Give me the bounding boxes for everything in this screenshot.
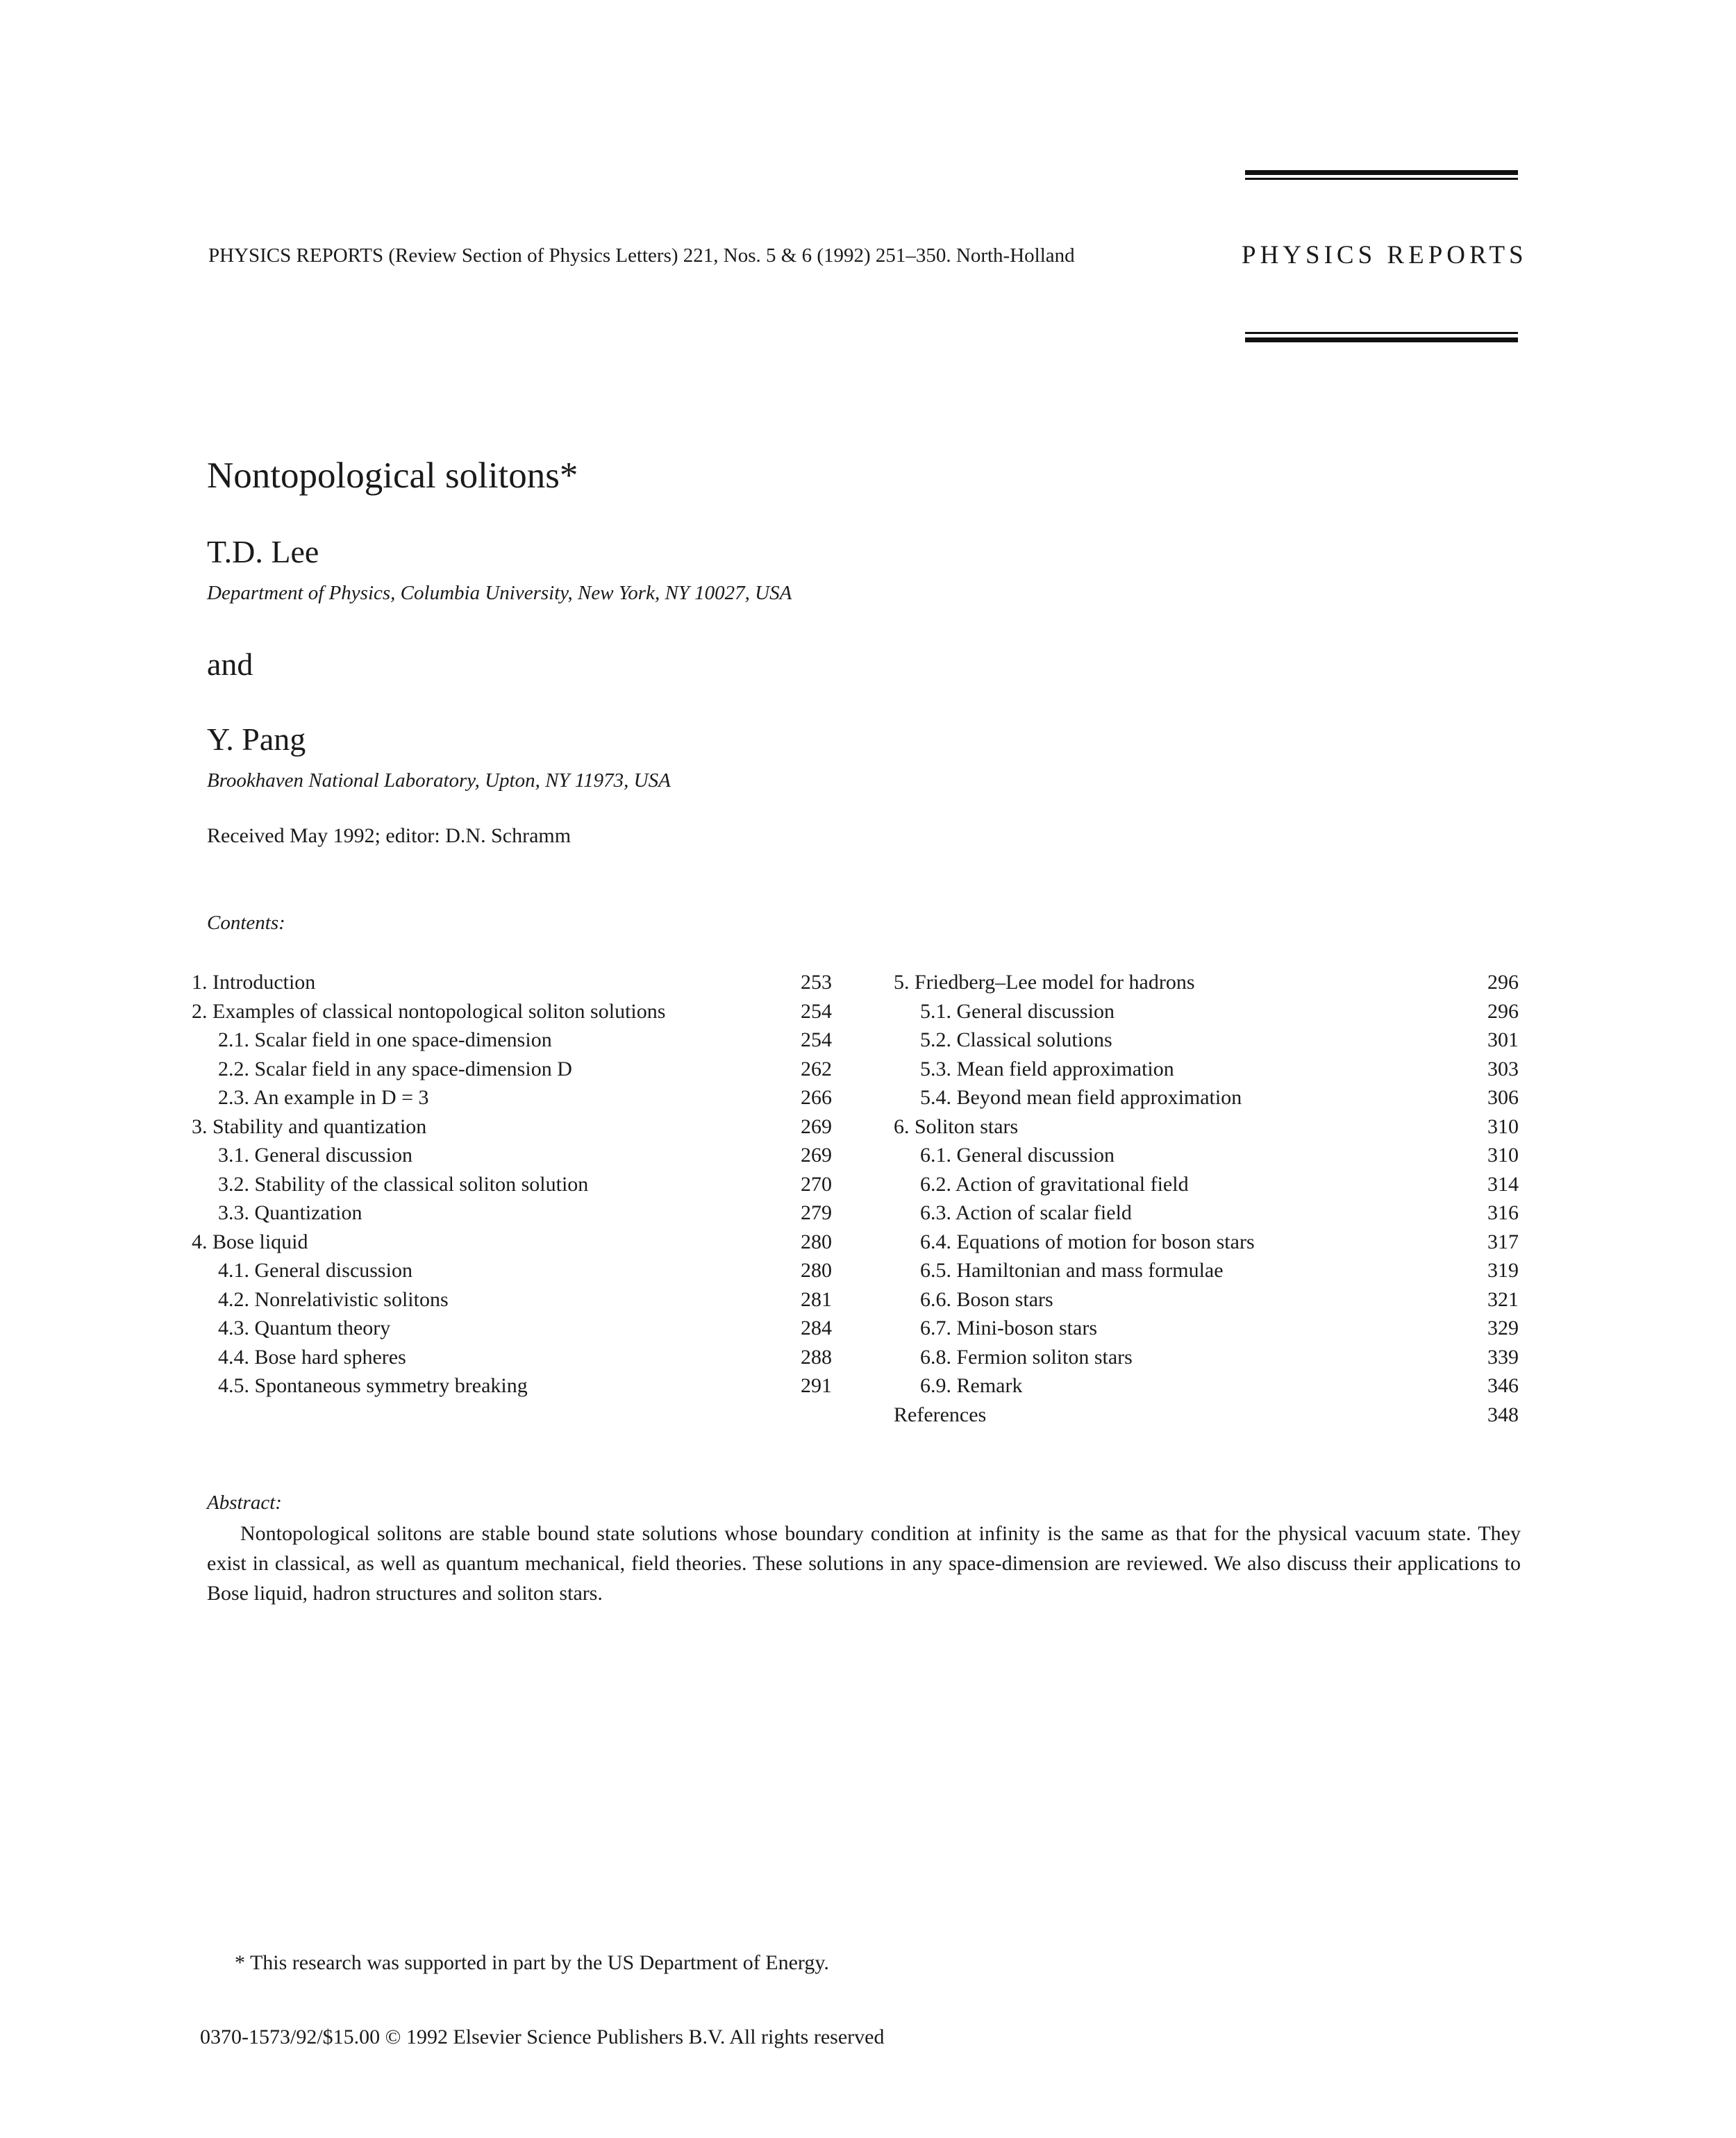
toc-entry-page: 301 — [1487, 1028, 1519, 1051]
toc-entry-label: 5.2. Classical solutions — [920, 1028, 1112, 1051]
toc-entry-page: 339 — [1487, 1345, 1519, 1369]
toc-entry — [894, 1055, 1519, 1084]
toc-entry-label: 4.5. Spontaneous symmetry breaking — [218, 1374, 528, 1397]
toc-entry-label: 6.6. Boson stars — [920, 1287, 1053, 1311]
author-name: Y. Pang — [207, 721, 306, 757]
toc-entry-page: 269 — [801, 1114, 832, 1138]
toc-entry — [894, 997, 1519, 1026]
toc-entry — [894, 968, 1519, 997]
header-rule-bottom-thin — [1245, 332, 1518, 334]
toc-entry-page: 253 — [801, 971, 832, 994]
toc-entry — [894, 1199, 1519, 1228]
header-rule-bottom — [1245, 337, 1518, 342]
toc-entry-page: 296 — [1487, 999, 1519, 1023]
toc-entry-label: 6.2. Action of gravitational field — [920, 1172, 1189, 1196]
toc-entry-page: 303 — [1487, 1057, 1519, 1080]
toc-entry — [894, 1285, 1519, 1314]
toc-entry-page: 317 — [1487, 1230, 1519, 1253]
toc-entry — [192, 1141, 832, 1170]
toc-entry — [894, 1256, 1519, 1285]
toc-entry — [192, 1256, 832, 1285]
author-affiliation: Department of Physics, Columbia University, New York, NY 10027, USA — [207, 582, 792, 604]
toc-entry-label: 5.4. Beyond mean field approximation — [920, 1086, 1242, 1109]
toc-entry-page: 306 — [1487, 1086, 1519, 1109]
toc-entry-page: 254 — [801, 1028, 832, 1051]
toc-entry-label: 3.3. Quantization — [218, 1201, 362, 1224]
toc-entry-label: 5. Friedberg–Lee model for hadrons — [894, 971, 1195, 994]
toc-entry — [192, 1314, 832, 1343]
toc-entry-page: 280 — [801, 1259, 832, 1282]
toc-entry-page: 291 — [801, 1374, 832, 1397]
toc-entry-label: 4.4. Bose hard spheres — [218, 1345, 406, 1369]
toc-entry-page: 310 — [1487, 1114, 1519, 1138]
toc-entry — [894, 1141, 1519, 1170]
toc-entry-page: 269 — [801, 1144, 832, 1167]
toc-entry-label: 4.1. General discussion — [218, 1259, 412, 1282]
received-line: Received May 1992; editor: D.N. Schramm — [207, 824, 571, 847]
toc-entry — [894, 1026, 1519, 1055]
paper-title: Nontopological solitons* — [207, 456, 578, 496]
toc-entry-page: 296 — [1487, 971, 1519, 994]
toc-entry-label: 6.1. General discussion — [920, 1144, 1115, 1167]
toc-entry-label: 4.3. Quantum theory — [218, 1317, 391, 1339]
toc-entry-page: 346 — [1487, 1374, 1519, 1397]
toc-entry-page: 270 — [801, 1172, 832, 1196]
toc-entry — [192, 1026, 832, 1055]
toc-entry-page: 310 — [1487, 1144, 1519, 1167]
toc-entry — [192, 968, 832, 997]
toc-entry-label: 6.5. Hamiltonian and mass formulae — [920, 1259, 1224, 1282]
abstract-label: Abstract: — [207, 1492, 282, 1514]
author-conjunction: and — [207, 646, 253, 682]
toc-entry-page: 280 — [801, 1230, 832, 1253]
author-name: T.D. Lee — [207, 534, 319, 569]
toc-entry-page: 266 — [801, 1086, 832, 1109]
toc-entry-page: 316 — [1487, 1201, 1519, 1224]
toc-entry-label: 5.1. General discussion — [920, 999, 1115, 1023]
toc-entry — [192, 1343, 832, 1372]
toc-entry — [192, 1285, 832, 1314]
toc-entry-label: 6.8. Fermion soliton stars — [920, 1345, 1133, 1369]
contents-label: Contents: — [207, 912, 285, 934]
toc-entry — [894, 1401, 1519, 1430]
toc-entry — [192, 1083, 832, 1112]
toc-entry-label: 4. Bose liquid — [192, 1230, 308, 1253]
toc-entry — [894, 1343, 1519, 1372]
toc-entry — [894, 1371, 1519, 1401]
toc-left-column — [192, 968, 832, 1401]
toc-entry — [894, 1314, 1519, 1343]
toc-entry-page: 314 — [1487, 1172, 1519, 1196]
author-affiliation: Brookhaven National Laboratory, Upton, NY 11973, USA — [207, 769, 671, 792]
toc-entry-page: 281 — [801, 1287, 832, 1311]
toc-entry-page: 279 — [801, 1201, 832, 1224]
toc-entry — [192, 1228, 832, 1257]
toc-entry-page: 348 — [1487, 1403, 1519, 1426]
toc-entry — [192, 997, 832, 1026]
toc-entry-label: 6.9. Remark — [920, 1374, 1023, 1397]
toc-entry — [894, 1170, 1519, 1199]
toc-entry — [192, 1199, 832, 1228]
toc-entry-label: 3.2. Stability of the classical soliton solution — [218, 1172, 589, 1196]
toc-entry-label: 2.3. An example in D = 3 — [218, 1086, 429, 1109]
toc-entry-label: 6. Soliton stars — [894, 1114, 1019, 1138]
toc-entry-label: 1. Introduction — [192, 971, 316, 994]
toc-entry — [192, 1055, 832, 1084]
toc-entry-label: 2. Examples of classical nontopological soliton solutions — [192, 999, 666, 1023]
abstract-text: Nontopological solitons are stable bound state solutions whose boundary condition at infinity is the same as that for the physical vacuum state. They exist in classical, as well as quantum mechanical, field theories. These solutions in any space-dimension are reviewed. We also discuss their applications to Bose liquid, hadron structures and soliton stars. — [207, 1522, 1521, 1605]
toc-entry-page: 329 — [1487, 1317, 1519, 1339]
toc-entry-page: 254 — [801, 999, 832, 1023]
toc-entry-page: 321 — [1487, 1287, 1519, 1311]
toc-entry — [894, 1083, 1519, 1112]
header-rule-top — [1245, 170, 1518, 175]
toc-entry-label: 5.3. Mean field approximation — [920, 1057, 1174, 1080]
toc-entry-label: References — [894, 1403, 987, 1426]
toc-entry — [894, 1228, 1519, 1257]
toc-entry — [192, 1371, 832, 1401]
journal-citation: PHYSICS REPORTS (Review Section of Physics Letters) 221, Nos. 5 & 6 (1992) 251–350. North-Holland — [208, 244, 1075, 267]
toc-entry-page: 284 — [801, 1317, 832, 1339]
toc-right-column — [894, 968, 1519, 1429]
toc-entry-label: 2.1. Scalar field in one space-dimension — [218, 1028, 552, 1051]
header-rule-top-thin — [1245, 178, 1518, 180]
toc-entry — [192, 1112, 832, 1142]
toc-entry-label: 6.3. Action of scalar field — [920, 1201, 1132, 1224]
journal-name: PHYSICS REPORTS — [1242, 241, 1528, 269]
toc-entry-label: 2.2. Scalar field in any space-dimension D — [218, 1057, 572, 1080]
toc-entry-page: 288 — [801, 1345, 832, 1369]
toc-entry-label: 6.4. Equations of motion for boson stars — [920, 1230, 1255, 1253]
toc-entry-label: 4.2. Nonrelativistic solitons — [218, 1287, 449, 1311]
footnote: * This research was supported in part by the US Department of Energy. — [235, 1951, 829, 1974]
toc-entry-label: 3. Stability and quantization — [192, 1114, 427, 1138]
toc-entry-page: 262 — [801, 1057, 832, 1080]
toc-entry-page: 319 — [1487, 1259, 1519, 1282]
toc-entry-label: 3.1. General discussion — [218, 1144, 412, 1167]
toc-entry — [894, 1112, 1519, 1142]
toc-entry-label: 6.7. Mini-boson stars — [920, 1317, 1097, 1339]
toc-entry — [192, 1170, 832, 1199]
copyright-line: 0370-1573/92/$15.00 © 1992 Elsevier Science Publishers B.V. All rights reserved — [200, 2026, 885, 2048]
